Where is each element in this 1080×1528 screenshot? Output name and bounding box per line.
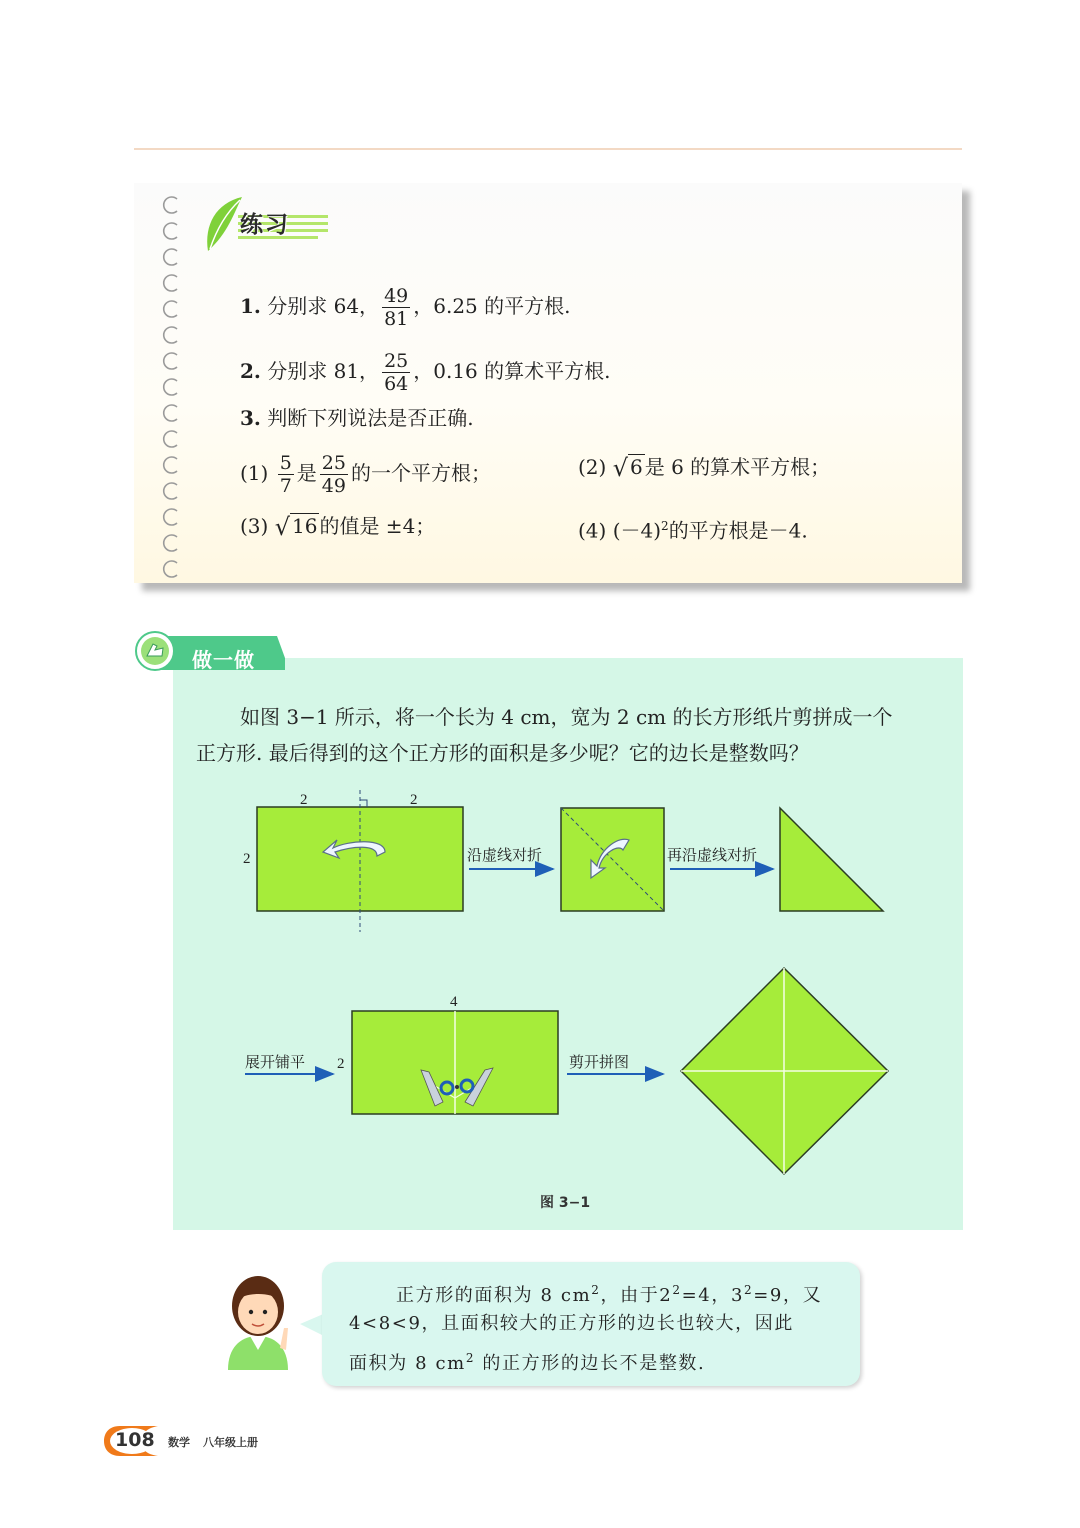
student-avatar-icon [218,1270,308,1370]
bubble-line-1: 正方形的面积为 8 $cm^2$，由于$2^2=4$，$3^2=9$，又 [396,1283,823,1306]
notebook-rings [153,190,183,580]
top-rule [134,148,962,150]
question-3-item-4: (4) $(-4)^2$的平方根是－4. [578,518,808,543]
folding-figure [173,780,963,1190]
practice-title: 练习 [240,212,290,238]
activity-title: 做一做 [192,648,255,672]
page-number: 108 [115,1429,155,1451]
question-3-item-3: (3) √ 16 的值是 ±4； [240,513,436,541]
figure-caption: 图 3−1 [540,1195,591,1211]
footer-grade: 八年级上册 [203,1436,258,1449]
leaf-icon [207,197,242,251]
step-4-label: 剪开拼图 [569,1053,630,1071]
dim-unfold-side: 2 [337,1056,345,1072]
dim-top-right: 2 [410,792,418,808]
question-2: 2. 分别求 81， $\frac{25}{64}$ ，0.16 的算术平方根. [240,350,611,395]
step-2-label: 再沿虚线对折 [667,846,758,864]
activity-paragraph-line-1: 如图 3−1 所示，将一个长为 4 cm，宽为 2 cm 的长方形纸片剪拼成一个 [240,705,893,729]
question-1: 1. 分别求 64， $\frac{49}{81}$ ，6.25 的平方根. [240,285,571,330]
dim-top-left: 2 [300,792,308,808]
folded-triangle [780,808,883,911]
question-3-item-1: (1) $\frac{5}{7}$ 是 $\frac{25}{49}$ 的一个平方根； [240,452,491,497]
bubble-line-2: 4<8<9，且面积较大的正方形的边长也较大，因此 [349,1313,794,1334]
question-3-item-2: (2) √ 6 是 6 的算术平方根； [578,454,831,482]
hand-icon [136,632,174,670]
step-3-label: 展开铺平 [245,1053,306,1071]
bubble-line-3: 面积为 8 $cm^2$ 的正方形的边长不是整数. [349,1351,706,1374]
activity-paragraph-line-2: 正方形. 最后得到的这个正方形的面积是多少呢？它的边长是整数吗？ [196,741,809,765]
footer-book-title: 数学 [168,1436,190,1449]
step-1-label: 沿虚线对折 [467,846,543,864]
question-3: 3. 判断下列说法是否正确. [240,406,474,430]
dim-unfold-top: 4 [450,994,458,1010]
dim-side: 2 [243,851,251,867]
